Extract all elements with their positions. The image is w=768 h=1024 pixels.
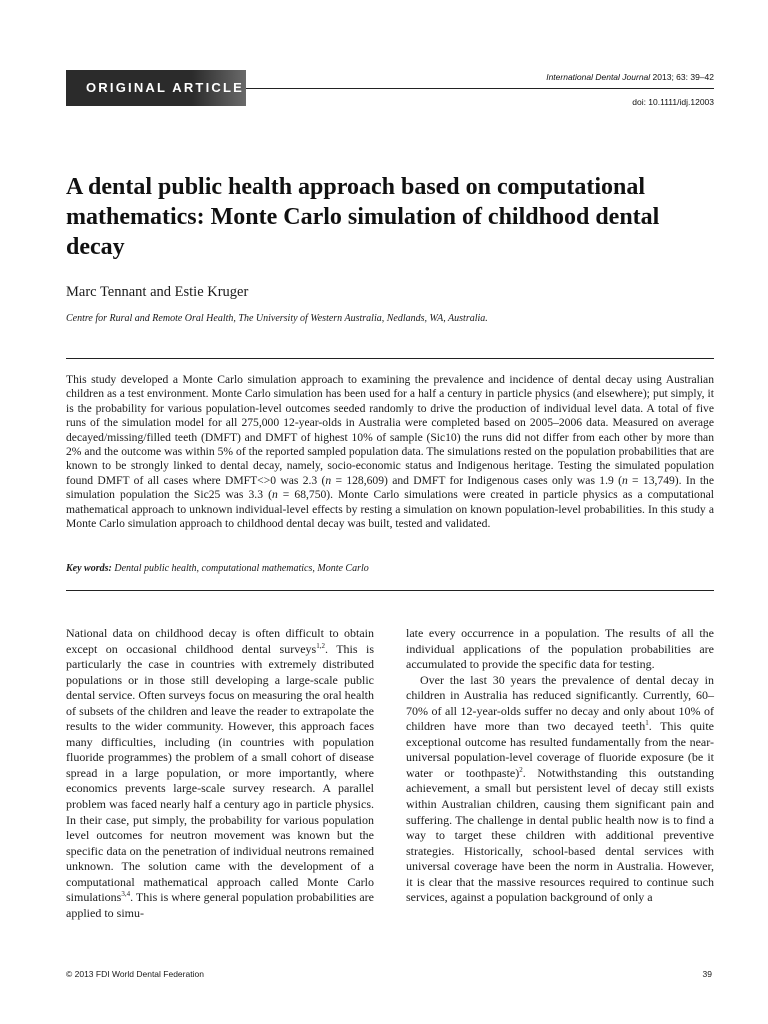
body-paragraph: late every occurrence in a population. The results of all the individual applications of the population probabilities are accumulated to provide the specific data for testing. — [406, 626, 714, 672]
citation-ref: 1,2 — [316, 641, 325, 650]
body-paragraph — [406, 673, 714, 906]
copyright: © 2013 FDI World Dental Federation — [66, 969, 204, 979]
article-type-label: ORIGINAL ARTICLE — [86, 80, 244, 95]
journal-name: International Dental Journal — [546, 72, 651, 82]
body-text: National data on childhood decay is often difficult to obtain except on occasional childhood dental surveys — [66, 626, 374, 656]
keywords — [66, 563, 369, 574]
abstract-n-symbol: n — [621, 473, 628, 487]
abstract — [66, 373, 714, 531]
doi: doi: 10.1111/idj.12003 — [632, 97, 714, 107]
abstract-n-symbol: n — [271, 488, 278, 502]
body-text: . This quite exceptional outcome has resulted fundamentally from the near-universal population-level coverage of fluoride exposure (be it water or toothpaste) — [406, 719, 714, 780]
body-column-right — [406, 626, 714, 906]
body-text: . This is where general population probabilities are applied to simu- — [66, 890, 374, 920]
keywords-label: Key words: — [66, 563, 112, 574]
header-rule — [246, 88, 714, 89]
abstract-text-2: = 128,609) and DMFT for Indigenous cases only was 1.9 ( — [331, 473, 622, 487]
abstract-bottom-rule — [66, 590, 714, 591]
page-number: 39 — [702, 969, 712, 979]
abstract-top-rule — [66, 358, 714, 359]
body-paragraph — [66, 626, 374, 921]
abstract-text-1: This study developed a Monte Carlo simulation approach to examining the prevalence and incidence of dental decay using Australian children as a test environment. Monte Carlo simulation has been used for a half a century in particle physics (and elsewhere); put simply, it is the probability for various population-level outcomes seeded randomly to drive the production of individual level data. A total of five runs of the simulation model for all 275,000 12-year-olds in Australia were completed based on 2005–2006 data. Measured on average decayed/missing/filled teeth (DMFT) and DMFT of highest 10% of sample (Sic10) the runs did not differ from each other by more than 2% and the outcome was within 5% of the reported sampled population data. The simulations rested on the population probabilities that are known to be strongly linked to dental decay, namely, socio-economic status and Indigenous heritage. Testing the simulated population found DMFT of all cases where DMFT<>0 was 2.3 ( — [66, 373, 714, 487]
body-text: Over the last 30 years the prevalence of dental decay in children in Australia has reduced significantly. Currently, 60–70% of all 12-year-olds suffer no decay and only about 10% of children have more than two decayed teeth — [406, 672, 714, 734]
citation-ref: 3,4 — [121, 890, 131, 899]
journal-citation — [546, 72, 714, 82]
citation-ref: 1 — [645, 719, 649, 728]
article-title: A dental public health approach based on computational mathematics: Monte Carlo simulation of childhood dental decay — [66, 174, 660, 260]
abstract-text-3: = 13,749). In the simulation population the Sic25 was 3.3 ( — [66, 473, 714, 502]
abstract-text-4: = 68,750). Monte Carlo simulations were created in particle physics as a computational mathematical approach to unknown individual-level effects by resting a simulation on known population-level probabilities. In this study a Monte Carlo simulation approach to childhood dental decay was built, tested and validated. — [66, 488, 715, 531]
body-text: . Notwithstanding this outstanding achievement, a small but persistent level of decay still exists within Australian children, causing them significant pain and suffering. The challenge in dental public health now is to find a way to target these children with additional preventive strategies. Historically, school-based dental services with universal coverage have been the norm in Australia. However, it is clear that the massive resources required to continue such services, against a population background of only a — [406, 765, 714, 905]
authors: Marc Tennant and Estie Kruger — [66, 284, 249, 300]
citation-ref: 2 — [519, 765, 523, 774]
affiliation: Centre for Rural and Remote Oral Health, The University of Western Australia, Nedlands, WA, Australia. — [66, 313, 488, 324]
keywords-text: Dental public health, computational mathematics, Monte Carlo — [114, 563, 369, 574]
body-column-left — [66, 626, 374, 921]
body-text: . This is particularly the case in countries with extremely distributed populations or in those still developing a large-scale public dental service. Often surveys focus on measuring the oral health of subsets of the children and leave the reader to extrapolate the results to the wider community. However, this approach faces many difficulties, including (in countries with population fluoride programmes) the problem of a small cohort of disease spread in a large population, or more importantly, where economics prevents large-scale survey research. A parallel problem was faced nearly half a century ago in particle physics. In their case, put simply, the probability for various population level outcomes for neutron movement was known but the specific data on the penetration of individual neutrons remained unknown. The solution came with the development of a computational mathematical approach called Monte Carlo simulations — [66, 641, 375, 905]
journal-volume: 2013; 63: 39–42 — [652, 72, 714, 82]
abstract-n-symbol: n — [325, 473, 332, 487]
article-type-banner — [66, 70, 246, 106]
